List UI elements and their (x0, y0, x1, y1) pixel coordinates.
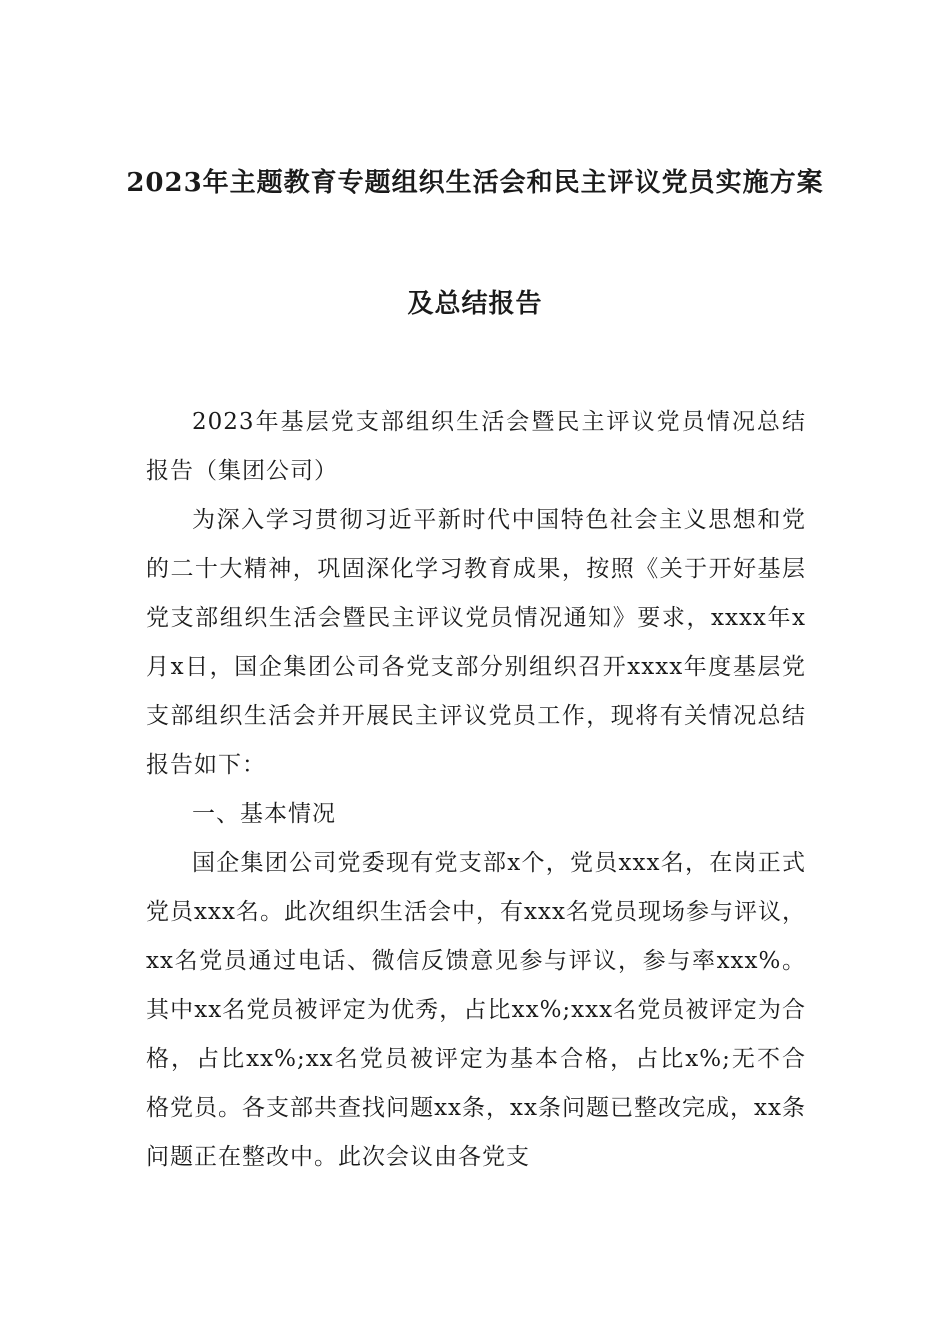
document-title-line-2: 及总结报告 (407, 289, 543, 319)
report-subtitle-paragraph: 2023年基层党支部组织生活会暨民主评议党员情况总结报告（集团公司） (146, 409, 806, 484)
intro-paragraph: 为深入学习贯彻习近平新时代中国特色社会主义思想和党的二十大精神，巩固深化学习教育成果，按照《关于开好基层党支部组织生活会暨民主评议党员情况通知》要求，xxxx年x月x日，国企集团公司各党支部分别组织召开xxxx年度基层党支部组织生活会并开展民主评议党员工作，现将有关情况总结报告如下： (146, 507, 806, 778)
document-title-line-1: 2023年主题教育专题组织生活会和民主评议党员实施方案 (126, 168, 824, 198)
section-heading: 一、基本情况 (192, 801, 336, 827)
document-body (146, 398, 806, 1182)
basic-situation-paragraph: 国企集团公司党委现有党支部x个，党员xxx名，在岗正式党员xxx名。此次组织生活会中，有xxx名党员现场参与评议，xx名党员通过电话、微信反馈意见参与评议，参与率xxx%。其中xx名党员被评定为优秀，占比xx%;xxx名党员被评定为合格，占比xx%;xx名党员被评定为基本合格，占比x%;无不合格党员。各支部共查找问题xx条，xx条问题已整改完成，xx条问题正在整改中。此次会议由各党支 (146, 850, 806, 1170)
